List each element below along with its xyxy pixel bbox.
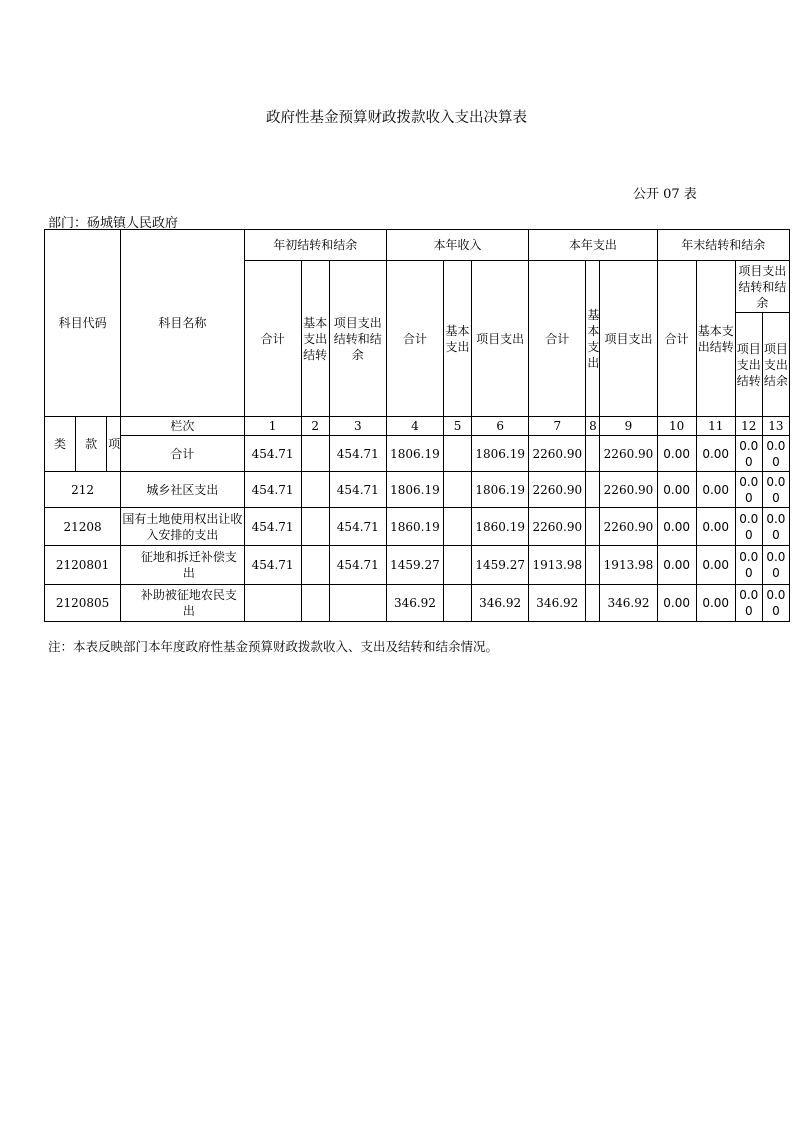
col-num: 3 xyxy=(329,417,386,436)
row-name: 合计 xyxy=(121,436,244,472)
col-num: 10 xyxy=(657,417,696,436)
cell: 454.71 xyxy=(244,436,301,472)
cell xyxy=(586,546,600,585)
cell: 1806.19 xyxy=(386,436,443,472)
col-num: 5 xyxy=(444,417,472,436)
col-num: 9 xyxy=(600,417,657,436)
budget-table xyxy=(44,229,790,622)
cell: 346.92 xyxy=(529,585,586,622)
page-title: 政府性基金预算财政拨款收入支出决算表 xyxy=(266,110,527,126)
header-begin: 年初结转和结余 xyxy=(244,230,386,261)
cell: 1806.19 xyxy=(472,472,529,508)
row-code: 2120801 xyxy=(45,546,121,585)
cell: 0.00 xyxy=(696,546,735,585)
cell: 1913.98 xyxy=(529,546,586,585)
col-num: 2 xyxy=(301,417,329,436)
cell: 0.00 xyxy=(696,472,735,508)
header-end: 年末结转和结余 xyxy=(657,230,789,261)
row-name: 国有土地使用权出让收入安排的支出 xyxy=(121,508,244,546)
cell: 0.00 xyxy=(696,508,735,546)
cell: 1459.27 xyxy=(386,546,443,585)
cell: 1459.27 xyxy=(472,546,529,585)
col-num: 4 xyxy=(386,417,443,436)
header-expense-total: 合计 xyxy=(529,261,586,417)
col-num: 7 xyxy=(529,417,586,436)
cell: 2260.90 xyxy=(600,436,657,472)
col-num: 12 xyxy=(735,417,762,436)
table-row xyxy=(45,508,790,546)
cell: 0.00 xyxy=(735,508,762,546)
cell xyxy=(444,436,472,472)
cell: 0.00 xyxy=(657,585,696,622)
cell: 2260.90 xyxy=(529,436,586,472)
cell xyxy=(444,508,472,546)
row-name: 城乡社区支出 xyxy=(121,472,244,508)
col-num: 8 xyxy=(586,417,600,436)
cell: 1913.98 xyxy=(600,546,657,585)
cell xyxy=(586,472,600,508)
cell: 346.92 xyxy=(600,585,657,622)
header-income-project: 项目支出 xyxy=(472,261,529,417)
cell xyxy=(244,585,301,622)
cell: 1806.19 xyxy=(386,472,443,508)
header-end-total: 合计 xyxy=(657,261,696,417)
header-income-total: 合计 xyxy=(386,261,443,417)
header-expense-basic: 基本支出 xyxy=(586,261,600,417)
cell: 0.00 xyxy=(735,585,762,622)
cell: 0.00 xyxy=(735,472,762,508)
cell xyxy=(586,585,600,622)
cell: 454.71 xyxy=(329,508,386,546)
department-label: 部门：砀城镇人民政府 xyxy=(48,216,179,231)
table-row xyxy=(45,436,790,472)
header-expense: 本年支出 xyxy=(529,230,657,261)
cell: 454.71 xyxy=(244,508,301,546)
footnote: 注：本表反映部门本年度政府性基金预算财政拨款收入、支出及结转和结余情况。 xyxy=(48,639,499,654)
cell: 454.71 xyxy=(329,436,386,472)
cell: 2260.90 xyxy=(529,472,586,508)
cell: 0.00 xyxy=(657,436,696,472)
cell xyxy=(301,436,329,472)
cell xyxy=(444,585,472,622)
cell xyxy=(444,546,472,585)
cell: 0.00 xyxy=(657,508,696,546)
table-code: 公开 07 表 xyxy=(633,187,697,202)
cell: 454.71 xyxy=(244,546,301,585)
cell: 346.92 xyxy=(472,585,529,622)
header-end-basic: 基本支出结转 xyxy=(696,261,735,417)
cell: 346.92 xyxy=(386,585,443,622)
col-num: 6 xyxy=(472,417,529,436)
cell xyxy=(301,585,329,622)
cell: 0.00 xyxy=(657,472,696,508)
cell: 0.00 xyxy=(762,472,789,508)
row-name: 补助被征地农民支出 xyxy=(121,585,244,622)
header-kuan: 款 xyxy=(76,417,107,472)
row-code: 21208 xyxy=(45,508,121,546)
header-end-project: 项目支出结转和结余 xyxy=(735,261,789,313)
col-num: 13 xyxy=(762,417,789,436)
cell: 0.00 xyxy=(735,436,762,472)
cell xyxy=(586,436,600,472)
header-expense-project: 项目支出 xyxy=(600,261,657,417)
col-num: 11 xyxy=(696,417,735,436)
table-row xyxy=(45,585,790,622)
header-begin-project: 项目支出结转和结余 xyxy=(329,261,386,417)
header-lanci: 栏次 xyxy=(121,417,244,436)
row-code: 2120805 xyxy=(45,585,121,622)
cell xyxy=(329,585,386,622)
cell: 0.00 xyxy=(657,546,696,585)
cell: 0.00 xyxy=(762,585,789,622)
table-row xyxy=(45,472,790,508)
cell: 0.00 xyxy=(696,436,735,472)
cell xyxy=(301,508,329,546)
cell: 0.00 xyxy=(735,546,762,585)
cell: 2260.90 xyxy=(600,508,657,546)
cell: 0.00 xyxy=(762,436,789,472)
cell xyxy=(301,472,329,508)
cell: 454.71 xyxy=(244,472,301,508)
row-code: 212 xyxy=(45,472,121,508)
header-begin-basic: 基本支出结转 xyxy=(301,261,329,417)
cell: 1806.19 xyxy=(472,436,529,472)
cell: 0.00 xyxy=(762,546,789,585)
header-end-project-carry: 项目支出结转 xyxy=(735,313,762,417)
col-num: 1 xyxy=(244,417,301,436)
table-row xyxy=(45,546,790,585)
cell xyxy=(301,546,329,585)
cell: 1860.19 xyxy=(386,508,443,546)
cell xyxy=(444,472,472,508)
header-income: 本年收入 xyxy=(386,230,528,261)
header-end-project-surplus: 项目支出结余 xyxy=(762,313,789,417)
cell: 1860.19 xyxy=(472,508,529,546)
cell: 2260.90 xyxy=(529,508,586,546)
cell: 2260.90 xyxy=(600,472,657,508)
header-name: 科目名称 xyxy=(121,230,244,417)
cell: 454.71 xyxy=(329,472,386,508)
header-code: 科目代码 xyxy=(45,230,121,417)
cell: 454.71 xyxy=(329,546,386,585)
header-xiang: 项 xyxy=(107,417,121,472)
header-begin-total: 合计 xyxy=(244,261,301,417)
cell: 0.00 xyxy=(696,585,735,622)
cell: 0.00 xyxy=(762,508,789,546)
row-name: 征地和拆迁补偿支出 xyxy=(121,546,244,585)
cell xyxy=(586,508,600,546)
header-cat: 类 xyxy=(45,417,76,472)
header-income-basic: 基本支出 xyxy=(444,261,472,417)
